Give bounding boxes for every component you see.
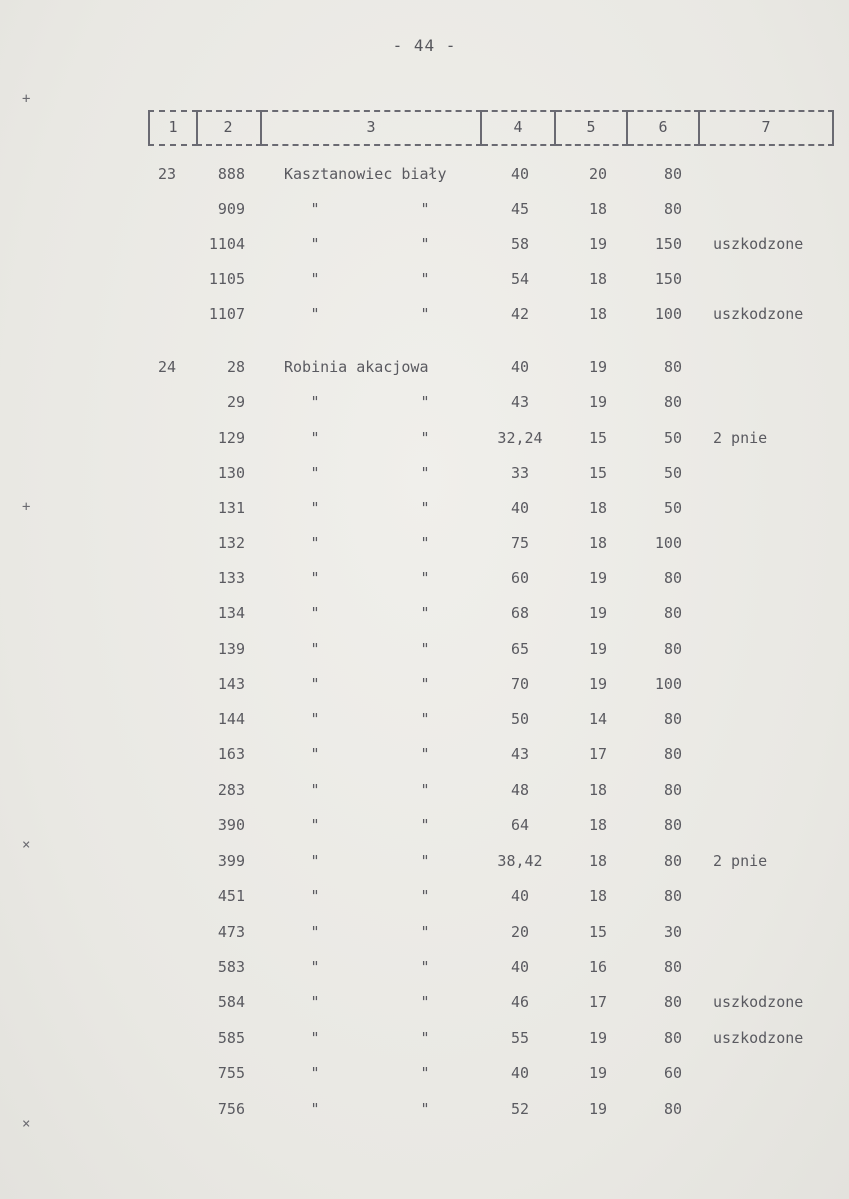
diameter: 40 bbox=[510, 1064, 530, 1082]
tree-number: 1107 bbox=[208, 305, 245, 323]
table-row bbox=[0, 1061, 849, 1085]
diameter: 33 bbox=[510, 464, 530, 482]
height: 17 bbox=[588, 993, 608, 1011]
ditto-mark: " bbox=[310, 887, 320, 905]
ditto-mark: " bbox=[420, 1100, 430, 1118]
crown-value: 100 bbox=[654, 675, 682, 693]
ditto-mark: " bbox=[420, 393, 430, 411]
table-row bbox=[0, 302, 849, 326]
crown-value: 60 bbox=[663, 1064, 682, 1082]
table-row bbox=[0, 162, 849, 186]
species-name: Kasztanowiec biały bbox=[284, 165, 447, 183]
height: 14 bbox=[588, 710, 608, 728]
diameter: 40 bbox=[510, 499, 530, 517]
tree-number: 1104 bbox=[208, 235, 245, 253]
height: 15 bbox=[588, 923, 608, 941]
tree-number: 473 bbox=[217, 923, 245, 941]
remarks: uszkodzone bbox=[713, 305, 804, 323]
ditto-mark: " bbox=[420, 270, 430, 288]
diameter: 32,24 bbox=[497, 429, 543, 447]
height: 15 bbox=[588, 464, 608, 482]
table-row bbox=[0, 426, 849, 450]
ditto-mark: " bbox=[310, 923, 320, 941]
crown-value: 80 bbox=[663, 993, 682, 1011]
diameter: 43 bbox=[510, 745, 530, 763]
ditto-mark: " bbox=[420, 887, 430, 905]
table-header bbox=[148, 110, 836, 146]
ditto-mark: " bbox=[310, 235, 320, 253]
table-row bbox=[0, 197, 849, 221]
height: 19 bbox=[588, 235, 608, 253]
page-number: - 44 - bbox=[392, 36, 457, 55]
crown-value: 80 bbox=[663, 745, 682, 763]
ditto-mark: " bbox=[420, 235, 430, 253]
crown-value: 80 bbox=[663, 1029, 682, 1047]
tree-number: 909 bbox=[217, 200, 245, 218]
height: 20 bbox=[588, 165, 608, 183]
tree-number: 390 bbox=[217, 816, 245, 834]
diameter: 48 bbox=[510, 781, 530, 799]
diameter: 60 bbox=[510, 569, 530, 587]
ditto-mark: " bbox=[310, 393, 320, 411]
ditto-mark: " bbox=[310, 745, 320, 763]
height: 18 bbox=[588, 816, 608, 834]
tree-number: 28 bbox=[226, 358, 245, 376]
crown-value: 30 bbox=[663, 923, 682, 941]
crown-value: 150 bbox=[654, 235, 682, 253]
crown-value: 80 bbox=[663, 1100, 682, 1118]
ditto-mark: " bbox=[420, 429, 430, 447]
table-row bbox=[0, 813, 849, 837]
ditto-mark: " bbox=[310, 569, 320, 587]
diameter: 40 bbox=[510, 358, 530, 376]
table-row bbox=[0, 1097, 849, 1121]
tree-number: 139 bbox=[217, 640, 245, 658]
ditto-mark: " bbox=[420, 305, 430, 323]
height: 15 bbox=[588, 429, 608, 447]
tree-number: 283 bbox=[217, 781, 245, 799]
height: 18 bbox=[588, 781, 608, 799]
ditto-mark: " bbox=[420, 499, 430, 517]
ditto-mark: " bbox=[420, 958, 430, 976]
diameter: 54 bbox=[510, 270, 530, 288]
table-row bbox=[0, 849, 849, 873]
ditto-mark: " bbox=[310, 993, 320, 1011]
crown-value: 50 bbox=[663, 499, 682, 517]
margin-mark: + bbox=[22, 91, 31, 107]
ditto-mark: " bbox=[310, 429, 320, 447]
height: 19 bbox=[588, 393, 608, 411]
ditto-mark: " bbox=[310, 1064, 320, 1082]
margin-mark: × bbox=[22, 1116, 31, 1132]
height: 18 bbox=[588, 852, 608, 870]
ditto-mark: " bbox=[420, 675, 430, 693]
column-header: 7 bbox=[700, 110, 834, 146]
diameter: 70 bbox=[510, 675, 530, 693]
table-row bbox=[0, 267, 849, 291]
tree-number: 143 bbox=[217, 675, 245, 693]
crown-value: 80 bbox=[663, 393, 682, 411]
crown-value: 80 bbox=[663, 165, 682, 183]
diameter: 58 bbox=[510, 235, 530, 253]
tree-number: 132 bbox=[217, 534, 245, 552]
column-header: 1 bbox=[148, 110, 198, 146]
table-row bbox=[0, 637, 849, 661]
remarks: uszkodzone bbox=[713, 993, 804, 1011]
tree-number: 144 bbox=[217, 710, 245, 728]
ditto-mark: " bbox=[420, 1064, 430, 1082]
group-number: 24 bbox=[158, 358, 177, 376]
tree-number: 29 bbox=[226, 393, 245, 411]
height: 19 bbox=[588, 569, 608, 587]
ditto-mark: " bbox=[420, 569, 430, 587]
diameter: 65 bbox=[510, 640, 530, 658]
ditto-mark: " bbox=[310, 781, 320, 799]
ditto-mark: " bbox=[310, 464, 320, 482]
crown-value: 80 bbox=[663, 200, 682, 218]
tree-number: 133 bbox=[217, 569, 245, 587]
crown-value: 80 bbox=[663, 852, 682, 870]
crown-value: 100 bbox=[654, 534, 682, 552]
diameter: 50 bbox=[510, 710, 530, 728]
crown-value: 80 bbox=[663, 604, 682, 622]
height: 18 bbox=[588, 887, 608, 905]
ditto-mark: " bbox=[310, 1029, 320, 1047]
remarks: 2 pnie bbox=[713, 852, 768, 870]
tree-number: 888 bbox=[217, 165, 245, 183]
diameter: 52 bbox=[510, 1100, 530, 1118]
column-header: 3 bbox=[262, 110, 482, 146]
tree-number: 451 bbox=[217, 887, 245, 905]
margin-mark: × bbox=[22, 837, 31, 853]
remarks: uszkodzone bbox=[713, 235, 804, 253]
height: 19 bbox=[588, 1100, 608, 1118]
crown-value: 50 bbox=[663, 464, 682, 482]
diameter: 46 bbox=[510, 993, 530, 1011]
remarks: 2 pnie bbox=[713, 429, 768, 447]
table-row bbox=[0, 531, 849, 555]
diameter: 55 bbox=[510, 1029, 530, 1047]
crown-value: 50 bbox=[663, 429, 682, 447]
margin-mark: + bbox=[22, 499, 31, 515]
diameter: 42 bbox=[510, 305, 530, 323]
ditto-mark: " bbox=[310, 499, 320, 517]
crown-value: 80 bbox=[663, 710, 682, 728]
ditto-mark: " bbox=[420, 464, 430, 482]
table-row bbox=[0, 707, 849, 731]
table-row bbox=[0, 884, 849, 908]
diameter: 40 bbox=[510, 958, 530, 976]
diameter: 43 bbox=[510, 393, 530, 411]
ditto-mark: " bbox=[310, 816, 320, 834]
table-row bbox=[0, 496, 849, 520]
tree-number: 1105 bbox=[208, 270, 245, 288]
table-row bbox=[0, 1026, 849, 1050]
ditto-mark: " bbox=[310, 305, 320, 323]
remarks: uszkodzone bbox=[713, 1029, 804, 1047]
crown-value: 80 bbox=[663, 640, 682, 658]
species-name: Robinia akacjowa bbox=[284, 358, 429, 376]
group-number: 23 bbox=[158, 165, 177, 183]
height: 18 bbox=[588, 305, 608, 323]
ditto-mark: " bbox=[420, 816, 430, 834]
height: 18 bbox=[588, 534, 608, 552]
ditto-mark: " bbox=[420, 1029, 430, 1047]
crown-value: 150 bbox=[654, 270, 682, 288]
ditto-mark: " bbox=[310, 1100, 320, 1118]
ditto-mark: " bbox=[310, 270, 320, 288]
ditto-mark: " bbox=[420, 534, 430, 552]
height: 19 bbox=[588, 675, 608, 693]
table-row bbox=[0, 990, 849, 1014]
tree-number: 131 bbox=[217, 499, 245, 517]
crown-value: 100 bbox=[654, 305, 682, 323]
table-row bbox=[0, 778, 849, 802]
crown-value: 80 bbox=[663, 358, 682, 376]
ditto-mark: " bbox=[420, 993, 430, 1011]
ditto-mark: " bbox=[420, 923, 430, 941]
ditto-mark: " bbox=[310, 200, 320, 218]
ditto-mark: " bbox=[420, 200, 430, 218]
table-row bbox=[0, 390, 849, 414]
column-header: 6 bbox=[628, 110, 700, 146]
diameter: 75 bbox=[510, 534, 530, 552]
tree-number: 134 bbox=[217, 604, 245, 622]
ditto-mark: " bbox=[420, 640, 430, 658]
crown-value: 80 bbox=[663, 781, 682, 799]
diameter: 40 bbox=[510, 165, 530, 183]
tree-number: 585 bbox=[217, 1029, 245, 1047]
height: 19 bbox=[588, 640, 608, 658]
ditto-mark: " bbox=[310, 640, 320, 658]
diameter: 40 bbox=[510, 887, 530, 905]
ditto-mark: " bbox=[310, 710, 320, 728]
height: 19 bbox=[588, 604, 608, 622]
tree-number: 755 bbox=[217, 1064, 245, 1082]
tree-number: 163 bbox=[217, 745, 245, 763]
table-row bbox=[0, 955, 849, 979]
ditto-mark: " bbox=[420, 852, 430, 870]
table-row bbox=[0, 601, 849, 625]
tree-number: 583 bbox=[217, 958, 245, 976]
height: 18 bbox=[588, 499, 608, 517]
crown-value: 80 bbox=[663, 816, 682, 834]
table-row bbox=[0, 461, 849, 485]
table-row bbox=[0, 566, 849, 590]
tree-number: 399 bbox=[217, 852, 245, 870]
column-header: 5 bbox=[556, 110, 628, 146]
tree-number: 130 bbox=[217, 464, 245, 482]
height: 18 bbox=[588, 200, 608, 218]
table-row bbox=[0, 672, 849, 696]
crown-value: 80 bbox=[663, 569, 682, 587]
ditto-mark: " bbox=[310, 958, 320, 976]
height: 19 bbox=[588, 358, 608, 376]
tree-number: 584 bbox=[217, 993, 245, 1011]
table-row bbox=[0, 920, 849, 944]
height: 16 bbox=[588, 958, 608, 976]
tree-number: 129 bbox=[217, 429, 245, 447]
diameter: 38,42 bbox=[497, 852, 543, 870]
ditto-mark: " bbox=[420, 745, 430, 763]
diameter: 45 bbox=[510, 200, 530, 218]
column-header: 4 bbox=[482, 110, 556, 146]
column-header: 2 bbox=[196, 110, 262, 146]
crown-value: 80 bbox=[663, 887, 682, 905]
crown-value: 80 bbox=[663, 958, 682, 976]
diameter: 68 bbox=[510, 604, 530, 622]
diameter: 20 bbox=[510, 923, 530, 941]
ditto-mark: " bbox=[420, 604, 430, 622]
height: 17 bbox=[588, 745, 608, 763]
ditto-mark: " bbox=[310, 604, 320, 622]
ditto-mark: " bbox=[310, 534, 320, 552]
height: 19 bbox=[588, 1029, 608, 1047]
diameter: 64 bbox=[510, 816, 530, 834]
ditto-mark: " bbox=[420, 781, 430, 799]
ditto-mark: " bbox=[420, 710, 430, 728]
table-row bbox=[0, 232, 849, 256]
ditto-mark: " bbox=[310, 675, 320, 693]
ditto-mark: " bbox=[310, 852, 320, 870]
height: 18 bbox=[588, 270, 608, 288]
table-row bbox=[0, 742, 849, 766]
tree-number: 756 bbox=[217, 1100, 245, 1118]
height: 19 bbox=[588, 1064, 608, 1082]
table-row bbox=[0, 355, 849, 379]
